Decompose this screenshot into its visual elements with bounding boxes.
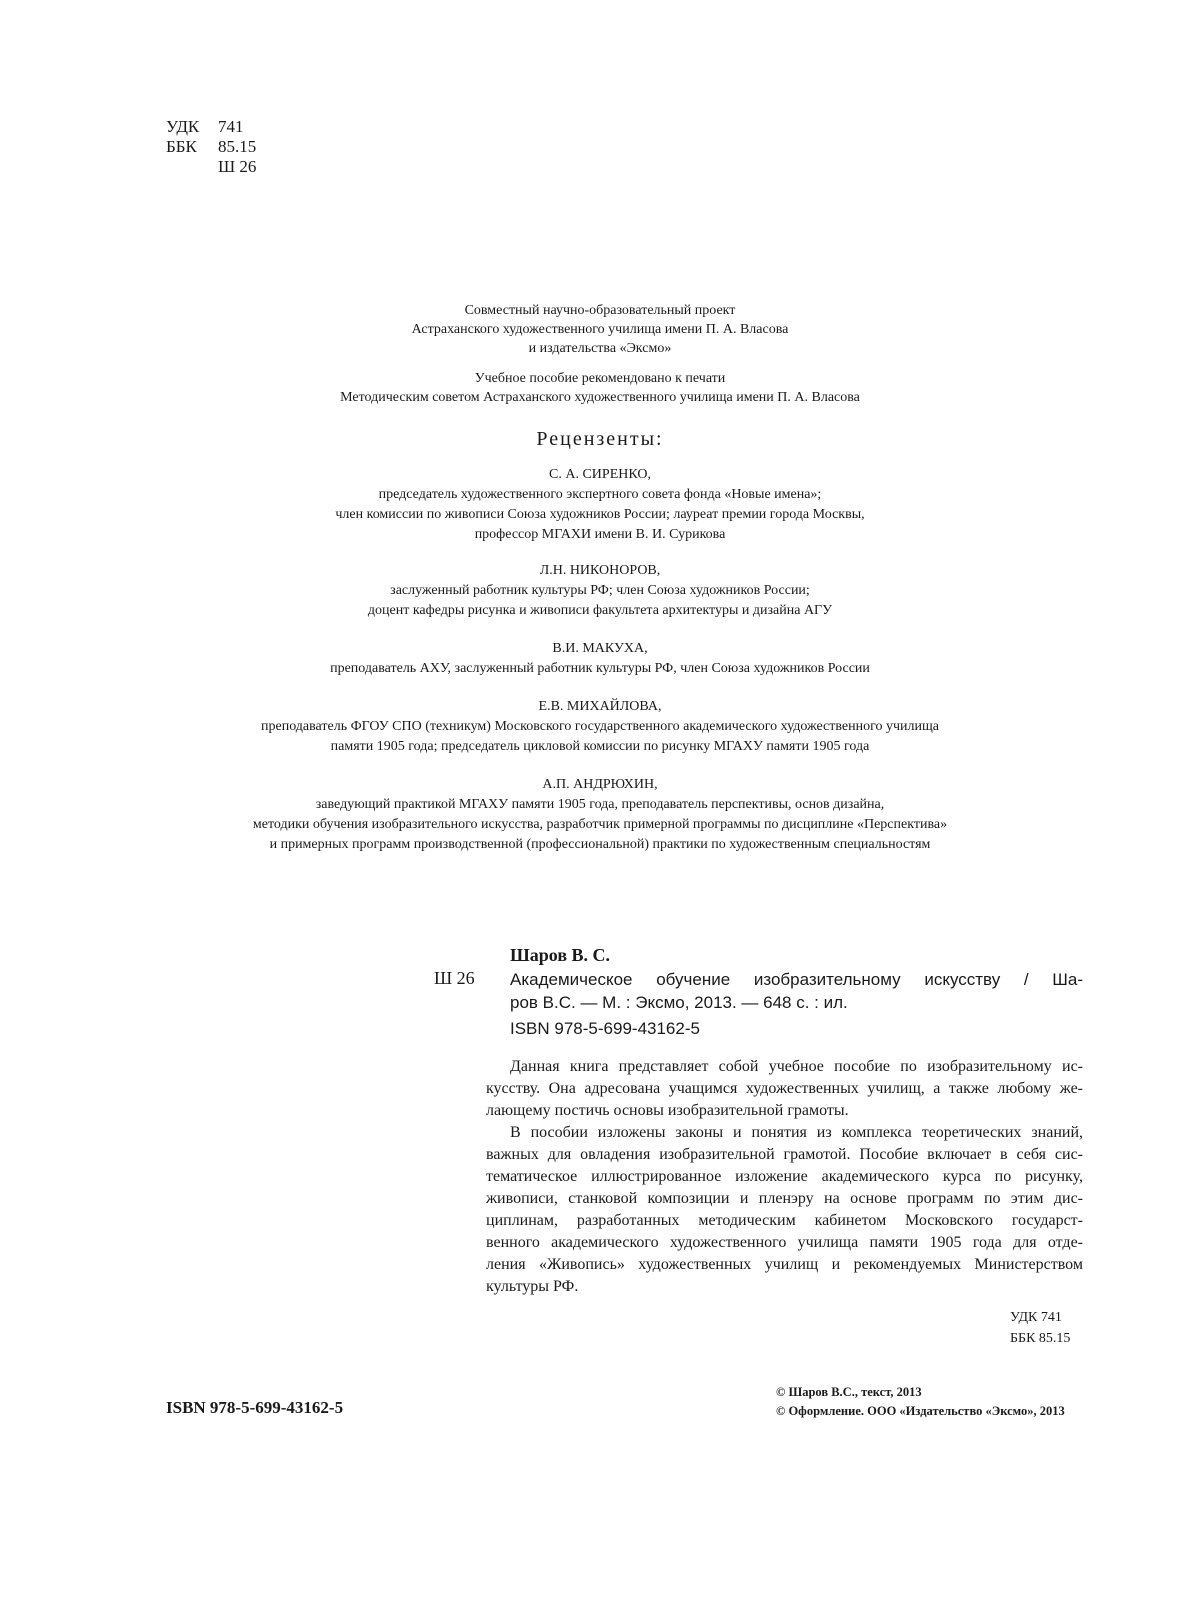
annotation-line: живописи, станковой композиции и пленэру на основе программ по этим дис- bbox=[486, 1190, 1083, 1207]
bbk-label: ББК bbox=[166, 137, 197, 156]
annotation-line: кусству. Она адресована учащимся художественных училищ, а также любому же- bbox=[486, 1080, 1083, 1097]
annotation-line: циплинам, разработанных методическим кабинетом Московского государст- bbox=[486, 1212, 1083, 1229]
reviewer-detail: член комиссии по живописи Союза художников России; лауреат премии города Москвы, bbox=[335, 507, 865, 522]
annotation-line: Данная книга представляет собой учебное пособие по изобразительному ис- bbox=[510, 1058, 1083, 1075]
reviewer-detail: председатель художественного экспертного совета фонда «Новые имена»; bbox=[378, 487, 822, 502]
copyright-line: © Шаров В.С., текст, 2013 bbox=[776, 1385, 922, 1399]
annotation-line: лающему постичь основы изобразительной грамоты. bbox=[486, 1102, 849, 1119]
udk-bottom: УДК 741 bbox=[1010, 1310, 1062, 1325]
reviewer-detail: памяти 1905 года; председатель цикловой комиссии по рисунку МГАХУ памяти 1905 года bbox=[330, 739, 870, 754]
isbn-footer: ISBN 978-5-699-43162-5 bbox=[166, 1398, 344, 1417]
udk-row bbox=[166, 117, 244, 137]
bib-isbn: ISBN 978-5-699-43162-5 bbox=[510, 1019, 700, 1038]
reviewer-detail: методики обучения изобразительного искусства, разработчик примерной программы по дисциплине «Перспектива» bbox=[252, 817, 948, 832]
udk-value: 741 bbox=[218, 117, 244, 136]
bib-code: Ш 26 bbox=[434, 968, 475, 988]
project-line: Совместный научно-образовательный проект bbox=[464, 303, 736, 318]
annotation-line: В пособии изложены законы и понятия из комплекса теоретических знаний, bbox=[510, 1124, 1083, 1141]
annotation-line: важных для овладения изобразительной грамотой. Пособие включает в себя сис- bbox=[486, 1146, 1083, 1163]
reviewers-heading: Рецензенты: bbox=[536, 428, 664, 450]
bib-author: Шаров В. С. bbox=[510, 945, 611, 965]
bbk-bottom: ББК 85.15 bbox=[1010, 1331, 1071, 1346]
recommendation-line: Методическим советом Астраханского художественного училища имени П. А. Власова bbox=[340, 390, 860, 405]
reviewer-detail: преподаватель АХУ, заслуженный работник культуры РФ, член Союза художников России bbox=[330, 661, 870, 676]
bib-title-line: Академическое обучение изобразительному искусству / Ша- bbox=[510, 970, 1083, 989]
copyright-line: © Оформление. ООО «Издательство «Эксмо», 2013 bbox=[776, 1404, 1065, 1418]
reviewer-name: А.П. АНДРЮХИН, bbox=[542, 777, 658, 792]
project-line: и издательства «Эксмо» bbox=[528, 341, 672, 356]
annotation-line: ления «Живопись» художественных училищ и рекомендуемых Министерством bbox=[486, 1256, 1083, 1273]
annotation-line: венного академического художественного училища памяти 1905 года для отде- bbox=[486, 1234, 1083, 1251]
reviewer-name: В.И. МАКУХА, bbox=[552, 641, 648, 656]
project-line: Астраханского художественного училища имени П. А. Власова bbox=[411, 322, 789, 337]
bbk-value: 85.15 bbox=[218, 137, 257, 156]
reviewer-detail: заслуженный работник культуры РФ; член Союза художников России; bbox=[390, 583, 810, 598]
udk-label: УДК bbox=[166, 117, 200, 136]
reviewer-name: Е.В. МИХАЙЛОВА, bbox=[538, 699, 662, 714]
reviewer-detail: преподаватель ФГОУ СПО (техникум) Московского государственного академического художественного училища bbox=[261, 719, 939, 734]
reviewer-detail: заведующий практикой МГАХУ памяти 1905 года, преподаватель перспективы, основ дизайна, bbox=[315, 797, 885, 812]
annotation-line: культуры РФ. bbox=[486, 1278, 579, 1295]
reviewer-name: С. А. СИРЕНКО, bbox=[549, 467, 651, 482]
reviewer-detail: профессор МГАХИ имени В. И. Сурикова bbox=[474, 527, 726, 542]
reviewer-detail: доцент кафедры рисунка и живописи факультета архитектуры и дизайна АГУ bbox=[367, 603, 833, 618]
bib-title-line: ров В.С. — М. : Эксмо, 2013. — 648 с. : ил. bbox=[510, 993, 848, 1012]
reviewer-detail: и примерных программ производственной (профессиональной) практики по художественным специальностям bbox=[269, 837, 931, 852]
bbk-row bbox=[166, 137, 256, 157]
recommendation-line: Учебное пособие рекомендовано к печати bbox=[474, 371, 726, 386]
reviewer-name: Л.Н. НИКОНОРОВ, bbox=[539, 563, 661, 578]
annotation-line: тематическое иллюстрированное изложение академического курса по рисунку, bbox=[486, 1168, 1083, 1185]
author-mark-row bbox=[166, 157, 256, 177]
author-mark: Ш 26 bbox=[218, 157, 257, 176]
